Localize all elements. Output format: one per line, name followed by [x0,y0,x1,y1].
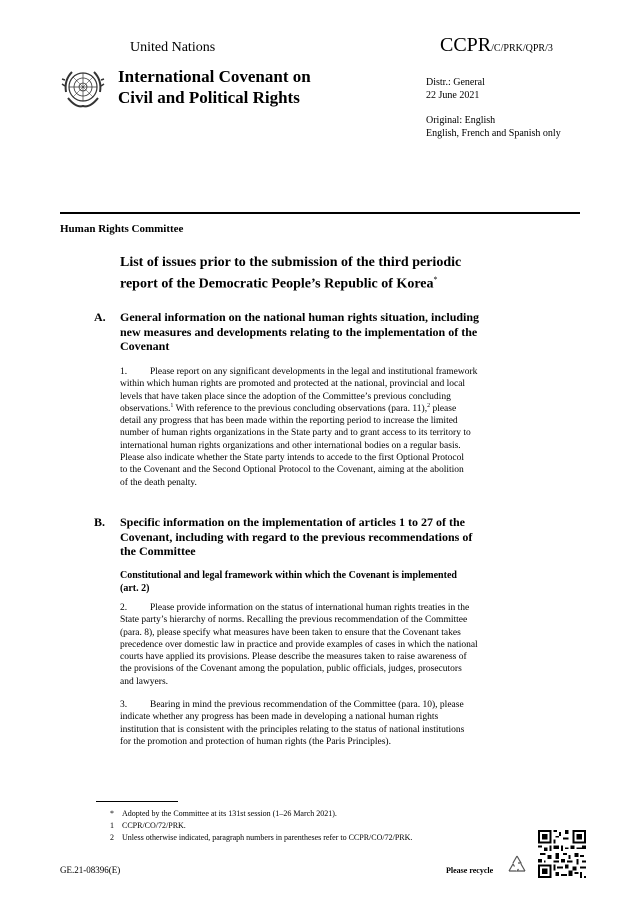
document-title [120,254,520,293]
subheading-line: (art. 2) [120,582,150,594]
distr-label: Distr.: General [426,77,485,88]
paragraph-1 [120,366,520,489]
para-line: to the Covenant and the Second Optional Protocol to the Covenant, aiming at the abolition [120,465,464,476]
para-number: 3. [120,700,128,710]
heading-line: Covenant [120,339,170,353]
footnote-ref: 2 [427,402,431,409]
footnote-mark: 1 [110,821,114,830]
distribution-info [426,76,485,102]
para-line [120,602,520,614]
para-text: Please report on any significant developments in the legal and institutional framework [150,367,478,377]
footnote-text: Adopted by the Committee at its 131st session (1–26 March 2021). [122,809,337,818]
available-languages: English, French and Spanish only [426,128,561,139]
title-line [120,271,520,293]
section-a-letter: A. [94,310,106,324]
document-code: GE.21-08396(E) [60,865,121,875]
para-line: number of human rights organizations in the State party and to grant access to its territory to [120,428,471,439]
footnote-ref: 1 [170,402,174,409]
qr-code-icon [538,830,586,878]
committee-name: Human Rights Committee [60,223,184,235]
para-line: within which human rights are promoted and protected at the national, provincial and local [120,379,466,390]
para-line: precedence over domestic law in practice and provide examples of cases in which the national [120,639,478,650]
un-emblem-icon [60,66,106,112]
covenant-title-line: Civil and Political Rights [118,88,300,107]
paragraph-2 [120,602,520,688]
para-text: observations. [120,403,171,414]
footnote-divider [96,801,178,802]
footnote-text: CCPR/CO/72/PRK. [122,821,186,830]
para-text: Please provide information on the status of international human rights treaties in the [150,603,470,613]
para-line [120,366,520,378]
para-line: and lawyers. [120,676,169,687]
heading-line: Specific information on the implementation of articles 1 to 27 of the [120,515,465,529]
covenant-title [118,66,388,108]
footnote-text: Unless otherwise indicated, paragraph numbers in parentheses refer to CCPR/CO/72/PRK. [122,833,413,842]
symbol-sub: /C/PRK/QPR/3 [491,43,553,54]
original-language: Original: English [426,115,496,126]
para-line: the provisions of the Covenant among the population, public officials, judges, prosecutors [120,664,462,675]
heading-line: General information on the national human rights situation, including [120,310,480,324]
para-line: courts have applied its provisions. Please describe the measures taken to raise awareness of [120,652,467,663]
footnote [110,809,540,819]
para-text: please [430,403,457,414]
org-name: United Nations [130,40,216,55]
para-line: State party’s hierarchy of norms. Recalling the previous recommendation of the Committee [120,615,468,626]
issue-date: 22 June 2021 [426,90,480,101]
section-b-heading [120,515,520,559]
title-footnote-marker: * [433,275,438,284]
title-line: List of issues prior to the submission of the third periodic [120,255,462,270]
para-line: for the promotion and protection of human rights (the Paris Principles). [120,736,391,747]
para-line: of the death penalty. [120,477,197,488]
footnote-mark: 2 [110,833,114,842]
subheading-constitutional [120,570,520,595]
subheading-line: Constitutional and legal framework within which the Covenant is implemented [120,570,457,581]
para-number: 1. [120,367,128,377]
recycle-icon [506,854,528,876]
footnote [110,821,540,831]
footnote-mark: * [110,809,114,818]
para-line: Please also indicate whether the State party intends to accede to the first Optional Protocol [120,453,465,464]
para-line [120,403,520,415]
footnote [110,833,540,843]
covenant-title-line: International Covenant on [118,67,311,86]
symbol-main: CCPR [440,34,492,56]
para-line: levels that have taken place since the adoption of the Committee’s previous concluding [120,391,451,402]
para-text: With reference to the previous concluding observations (para. 11), [173,403,428,414]
title-line-text: report of the Democratic People’s Republic of Korea [120,276,434,292]
para-text: Bearing in mind the previous recommendation of the Committee (para. 10), please [150,700,464,710]
section-b-letter: B. [94,515,106,529]
para-line [120,699,520,711]
paragraph-3 [120,699,520,748]
header-divider [60,212,580,214]
document-symbol [440,34,553,57]
heading-line: Covenant, including with regard to the previous recommendations of [120,529,473,544]
heading-line: new measures and developments relating to the implementation of the [120,324,478,339]
heading-line: the Committee [120,544,196,558]
section-a-heading [120,310,520,354]
para-line: indicate whether any progress has been made in developing a national human rights [120,712,439,723]
para-line: detail any progress that has been made within the reporting period to increase the limited [120,416,458,427]
language-info [426,114,561,140]
para-line: institution that is consistent with the principles relating to the status of national institutions [120,724,465,735]
recycle-label: Please recycle [446,866,494,875]
para-line: (para. 8), please specify what measures have been taken to ensure that the Covenant takes [120,627,461,638]
para-line: international human rights organizations and other international bodies on a regular basis. [120,440,461,451]
para-number: 2. [120,603,128,613]
